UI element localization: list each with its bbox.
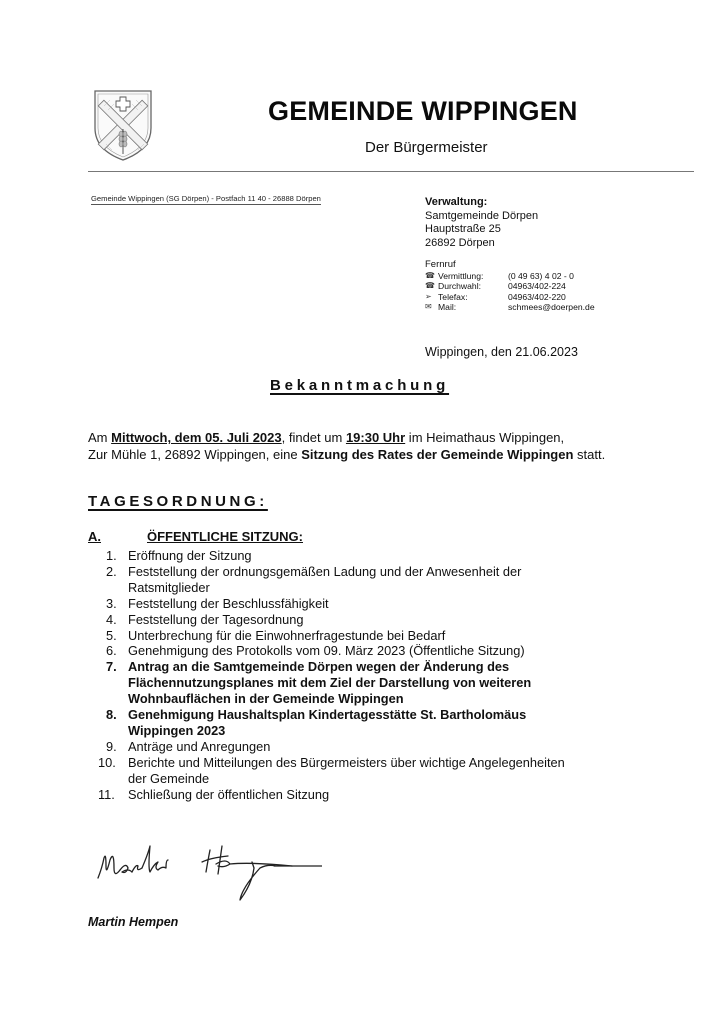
agenda-item: [96, 596, 696, 612]
mayor-subtitle: Der Bürgermeister: [365, 139, 488, 156]
agenda-item: [96, 564, 696, 596]
agenda-number-text: 5.: [106, 627, 117, 643]
contact-block: [425, 259, 595, 313]
agenda-item-number: [96, 787, 128, 803]
agenda-item-number: [96, 707, 128, 739]
agenda-number-text: 4.: [106, 611, 117, 627]
intro-text: statt.: [573, 447, 606, 462]
agenda-item-text: [128, 787, 648, 803]
agenda-item-text: [128, 755, 648, 787]
agenda-item-line: Schließung der öffentlichen Sitzung: [128, 786, 330, 802]
contact-value: 04963/402-224: [508, 281, 566, 292]
agenda-item-line: Berichte und Mitteilungen des Bürgermeisters über wichtige Angelegenheiten: [128, 754, 565, 770]
agenda-item-text: [128, 564, 648, 596]
agenda-item-line: Feststellung der Beschlussfähigkeit: [128, 595, 329, 611]
contact-label: Mail:: [438, 302, 457, 313]
agenda-item-line: Wohnbauflächen in der Gemeinde Wippingen: [128, 691, 404, 707]
signer-name: Martin Hempen: [88, 915, 179, 929]
agenda-item-line: Anträge und Anregungen: [128, 738, 271, 754]
contact-label: Telefax:: [438, 291, 468, 302]
agenda-item-line: der Gemeinde: [128, 770, 210, 786]
agenda-item-text: [128, 548, 648, 564]
intro-text: Zur Mühle 1, 26892 Wippingen, eine: [88, 447, 302, 462]
agenda-item-text: [128, 707, 648, 739]
agenda-item-text: [128, 596, 648, 612]
agenda-item-number: [96, 643, 128, 659]
agenda-item-line: Antrag an die Samtgemeinde Dörpen wegen der Änderung des: [128, 659, 510, 675]
agenda-item-text: [128, 612, 648, 628]
agenda-item-text: [128, 643, 648, 659]
section-letter: A.: [88, 529, 101, 544]
agenda-item-line: Wippingen 2023: [128, 722, 226, 738]
arrow-icon: ➢: [425, 291, 432, 301]
agenda-number-text: 2.: [106, 563, 117, 579]
contact-label: Vermittlung:: [438, 271, 484, 281]
municipality-title: GEMEINDE WIPPINGEN: [268, 96, 578, 126]
contact-row-mail: [425, 302, 595, 312]
agenda-number-text: 3.: [106, 595, 117, 611]
administration-heading: Verwaltung:: [425, 196, 488, 208]
agenda-number-text: 10.: [98, 754, 116, 770]
meeting-date: Mittwoch, dem 05. Juli 2023: [111, 430, 282, 445]
agenda-title: TAGESORDNUNG:: [88, 493, 268, 510]
agenda-item-text: [128, 739, 648, 755]
contact-value: 04963/402-220: [508, 291, 566, 302]
envelope-icon: ✉: [425, 302, 432, 312]
telephone-icon: ☎: [425, 281, 435, 291]
administration-address: [425, 196, 538, 250]
municipal-crest-logo: [92, 88, 154, 162]
intro-text: , findet um: [281, 430, 346, 445]
date-line: Wippingen, den 21.06.2023: [425, 345, 578, 359]
agenda-item-number: [96, 548, 128, 564]
intro-text: im Heimathaus Wippingen,: [405, 430, 565, 445]
agenda-item-number: [96, 596, 128, 612]
agenda-number-text: 7.: [106, 659, 117, 675]
agenda-item: [96, 755, 696, 787]
agenda-item-number: [96, 628, 128, 644]
telephone-icon: ☎: [425, 271, 435, 280]
contact-row-direct: [425, 281, 595, 291]
agenda-item-number: [96, 659, 128, 707]
contact-row-switchboard: [425, 271, 595, 281]
contact-label: Durchwahl:: [438, 281, 481, 292]
phone-heading: Fernruf: [425, 259, 456, 270]
section-heading: [88, 529, 303, 544]
contact-value: (0 49 63) 4 02 - 0: [508, 271, 574, 281]
agenda-item: [96, 707, 696, 739]
agenda-item: [96, 659, 696, 707]
agenda-item: [96, 628, 696, 644]
agenda-number-text: 9.: [106, 738, 117, 754]
agenda-item-number: [96, 564, 128, 596]
agenda-item-line: Ratsmitglieder: [128, 579, 210, 595]
agenda-item-text: [128, 628, 648, 644]
agenda-number-text: 6.: [106, 643, 117, 659]
intro-text: Am: [88, 430, 112, 445]
agenda-item-line: Genehmigung Haushaltsplan Kindertagesstätte St. Bartholomäus: [128, 707, 527, 723]
administration-line: Samtgemeinde Dörpen: [425, 209, 539, 222]
meeting-time: 19:30 Uhr: [345, 430, 406, 445]
handwritten-signature: [92, 838, 322, 908]
agenda-item: [96, 548, 696, 564]
meeting-name: Sitzung des Rates der Gemeinde Wippingen: [301, 447, 574, 462]
agenda-list: [96, 548, 696, 803]
agenda-number-text: 1.: [106, 548, 117, 563]
agenda-item-number: [96, 612, 128, 628]
sender-address-line: Gemeinde Wippingen (SG Dörpen) - Postfach 11 40 - 26888 Dörpen: [91, 194, 321, 203]
header-divider: [88, 171, 694, 172]
agenda-item-number: [96, 739, 128, 755]
agenda-item-number: [96, 755, 128, 787]
agenda-item-line: Genehmigung des Protokolls vom 09. März 2023 (Öffentliche Sitzung): [128, 643, 525, 659]
agenda-item-line: Unterbrechung für die Einwohnerfragestunde bei Bedarf: [128, 627, 446, 643]
section-title: ÖFFENTLICHE SITZUNG:: [147, 529, 303, 544]
contact-row-fax: [425, 292, 595, 302]
contact-email[interactable]: schmees@doerpen.de: [508, 302, 595, 313]
administration-line: Hauptstraße 25: [425, 223, 501, 235]
intro-paragraph: [88, 429, 605, 463]
agenda-number-text: 11.: [98, 786, 115, 802]
administration-line: 26892 Dörpen: [425, 236, 495, 249]
agenda-item-line: Feststellung der Tagesordnung: [128, 611, 304, 627]
document-heading: Bekanntmachung: [270, 377, 450, 394]
agenda-item-line: Flächennutzungsplanes mit dem Ziel der Darstellung von weiteren: [128, 675, 532, 691]
agenda-item: [96, 739, 696, 755]
agenda-item-text: [128, 659, 648, 707]
agenda-number-text: 8.: [106, 707, 117, 723]
agenda-item-line: Eröffnung der Sitzung: [128, 548, 252, 563]
agenda-item: [96, 612, 696, 628]
agenda-item: [96, 643, 696, 659]
agenda-item: [96, 787, 696, 803]
agenda-item-line: Feststellung der ordnungsgemäßen Ladung und der Anwesenheit der: [128, 563, 522, 579]
